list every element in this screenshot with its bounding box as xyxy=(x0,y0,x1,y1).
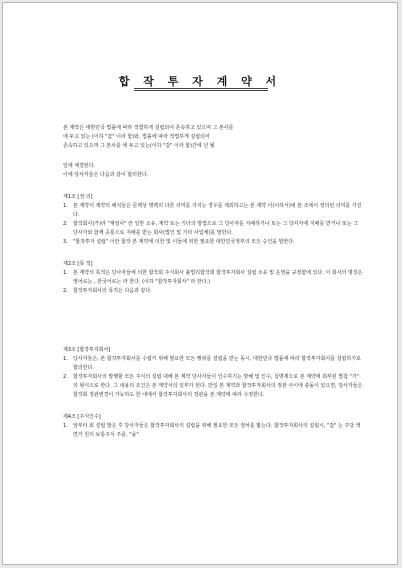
article-2-item-2 xyxy=(63,287,363,296)
item-number: 3. xyxy=(63,239,68,245)
intro-line-3: 존속하고 있으며 그 본사를 에 두고 있는(이하 "갑" 이라 함)간에 년 월 xyxy=(63,143,215,149)
item-number: 2. xyxy=(63,374,68,380)
item-number: 2. xyxy=(63,221,68,227)
article-1-item-1 xyxy=(63,202,363,220)
item-text: "합작투자 설립" 이란 합작 본 계약에 의한 및 이들에 위한 필요한 대한민국정부의 모든 승인을 말한다. xyxy=(73,239,295,245)
document-body xyxy=(63,124,363,440)
article-3-item-1 xyxy=(63,355,363,373)
item-number: 2. xyxy=(63,288,68,294)
item-text: 합작회사(가)라 "계열사" 란 일반 소유, 계약 또는 기타의 방법으로 그 당사자를 지배하거나 또는 그 당사자에 지배를 받거나 또는 그 당사자와 함께 공통으로 지배를 받는 회사(법인 및 기타 사업체)를 말한다. xyxy=(73,221,359,236)
intro-line-1: 본 계약은 대한민국 법률에 따라 적법하게 설립되어 존속하고 있으며 그 본사를 xyxy=(63,125,234,131)
item-text: 본 계약의 목적은 당사자들에 의한 합작회 주식회사 불법리합작회 합작투자회사 설립 소유 및 운영을 규정함에 있다. 이 회사의 명칭은 영어로는 , 한국어로는 라 한다. (이하 "합작투자회사" 라 한다.) xyxy=(73,270,363,285)
item-number: 1. xyxy=(63,270,68,276)
article-3-item-2 xyxy=(63,373,363,400)
article-4-heading: 제4조 [주식인수] xyxy=(63,414,101,420)
item-text: 당사자들은, 본 합작투자회사를 수립키 위해 필요한 모든 행위를 설립을 받는 동시, 대한민국 법률에 따라 합작투자회사를 설립하기로 합의한다. xyxy=(73,356,361,371)
intro-line-5: 이에 당사자들은 다음과 같이 합의한다. xyxy=(63,172,149,178)
item-text: 본 계약서 계약의 해석들은 문맥상 명백히 다른 의미를 가지는 경우를 제외하고는 본 계약 이(이하서)에 본 조에서 정의된 의미를 가진다. xyxy=(73,203,362,218)
item-text: 합작투자회사의 목적은 다음과 같다. xyxy=(73,288,152,294)
article-2-heading: 제2조 [목 적] xyxy=(63,261,93,267)
article-1-item-3 xyxy=(63,238,363,247)
item-text: 앞부터 회 설립 발은 후 당사자들은 합작투자회사의 설립을 위해 필요한 모든 절차를 밟는다. 합작투자회사의 설립시, "갑" 는 주당 액면가 원의 보통주식 주를, "을" xyxy=(73,423,361,438)
article-4-item-1 xyxy=(63,422,363,440)
article-1-heading: 제1조 [정 의] xyxy=(63,194,93,200)
item-number: 1. xyxy=(63,203,68,209)
title-underline-bottom xyxy=(134,90,268,91)
title-underline-top xyxy=(134,88,268,89)
intro-line-4: 일에 체결된다. xyxy=(63,163,96,169)
article-1-item-2 xyxy=(63,220,363,238)
item-text: 합작투자회사의 발행할 모든 주식의 설립 대해 본 계약 당사자들이 인수하기는 방해 및 인수, 실명제으로 본 계약에 회부된 별첨 "가" 의 형식으로 한다. 그 내용의 조건은 본 계약서의 일부가 된다. 만일 본 계약과 합작투자회사의 정관 사이에 충돌이 있으면, 당사자들은 합작회 정관변경이 가능하도 한 내에서 합작투자회사의 정관을 본 계약에 따라 수정한다. xyxy=(73,374,363,398)
document-page xyxy=(2,2,398,565)
intro-line-2: 에 두고 있는 (이하 "갑" 이라 함)와, 법률에 따라 적법하게 설립되어 xyxy=(63,134,210,140)
item-number: 1. xyxy=(63,423,68,429)
item-number: 1. xyxy=(63,356,68,362)
document-title: 합 작 투 자 계 약 서 xyxy=(118,75,282,88)
article-3-heading: 제3조 [합작투자회사] xyxy=(63,347,111,353)
article-2-item-1 xyxy=(63,269,363,287)
